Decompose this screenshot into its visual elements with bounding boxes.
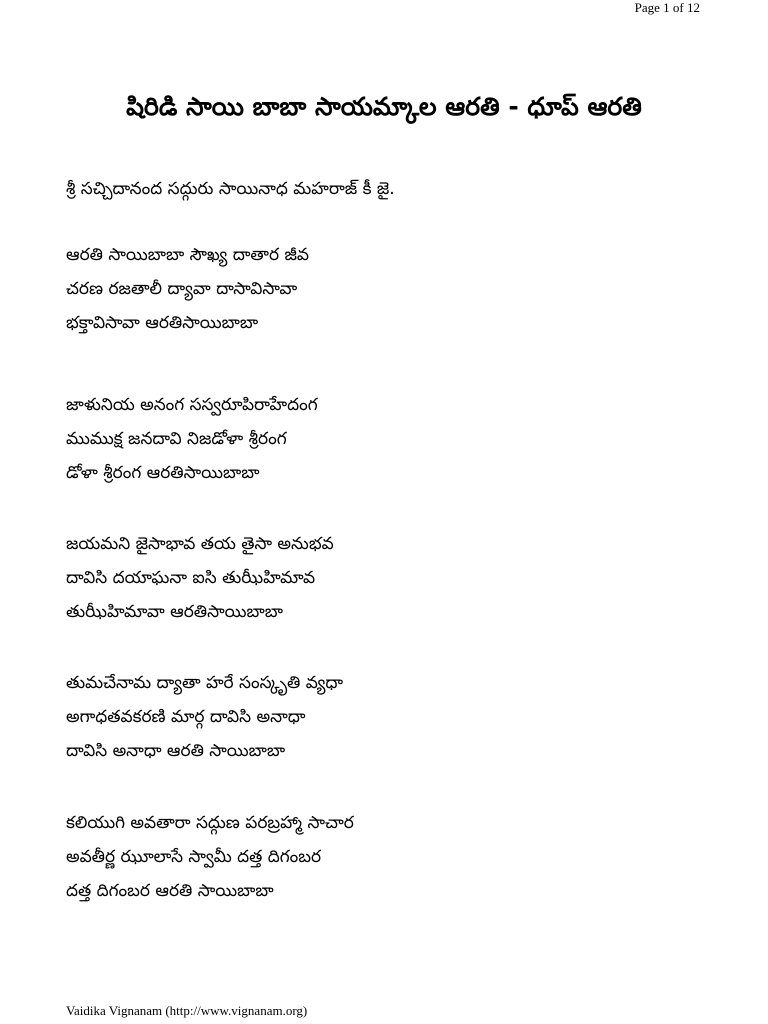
verse-line: అగాధతవకరణి మార్గ దావిసి అనాధా	[66, 707, 306, 727]
verse-line: ముముక్ష జనదావి నిజడోళా శ్రీరంగ	[66, 429, 287, 449]
verse-line: జయమని జైసాభావ తయ తైసా అనుభవ	[66, 534, 334, 554]
page-number: Page 1 of 12	[634, 0, 700, 15]
stanza-3	[66, 527, 334, 629]
stanza-5	[66, 806, 354, 908]
verse-line: జాళునియ అనంగ సస్వరూపిరాహేదంగ	[66, 395, 318, 415]
stanza-4	[66, 666, 343, 768]
verse-line: అవతీర్ణ ఝూలాసే స్వామీ దత్త దిగంబర	[66, 847, 322, 867]
verse-line: చరణ రజతాలీ ద్యావా దాసావిసావా	[66, 279, 298, 299]
verse-line: దావిసి దయాఘనా ఐసి తుఝీహిమావ	[66, 568, 316, 588]
document-title: షిరిడి సాయి బాబా సాయమ్కాల ఆరతి - ధూప్ ఆరతి	[126, 91, 642, 121]
verse-line: భక్తావిసావా ఆరతిసాయిబాబా	[66, 313, 259, 333]
footer-source: Vaidika Vignanam (http://www.vignanam.org)	[66, 1003, 308, 1018]
stanza-2	[66, 388, 318, 490]
verse-line: కలియుగి అవతారా సద్గుణ పరబ్రహ్మా సాచార	[66, 813, 354, 833]
stanza-1	[66, 238, 309, 340]
invocation-line: శ్రీ సచ్చిదానంద సద్గురు సాయినాధ మహరాజ్ కీ జై.	[66, 179, 395, 199]
verse-line: దావిసి అనాధా ఆరతి సాయిబాబా	[66, 741, 286, 761]
verse-line: దత్త దిగంబర ఆరతి సాయిబాబా	[66, 881, 274, 901]
verse-line: ఆరతి సాయిబాబా సౌఖ్య దాతార జీవ	[66, 245, 309, 265]
verse-line: తుమచేనామ ద్యాతా హరే సంస్కృతి వ్యధా	[66, 673, 344, 693]
verse-line: డోళా శ్రీరంగ ఆరతిసాయిబాబా	[66, 463, 260, 483]
verse-line: తుఝీహిమావా ఆరతిసాయిబాబా	[66, 602, 283, 622]
